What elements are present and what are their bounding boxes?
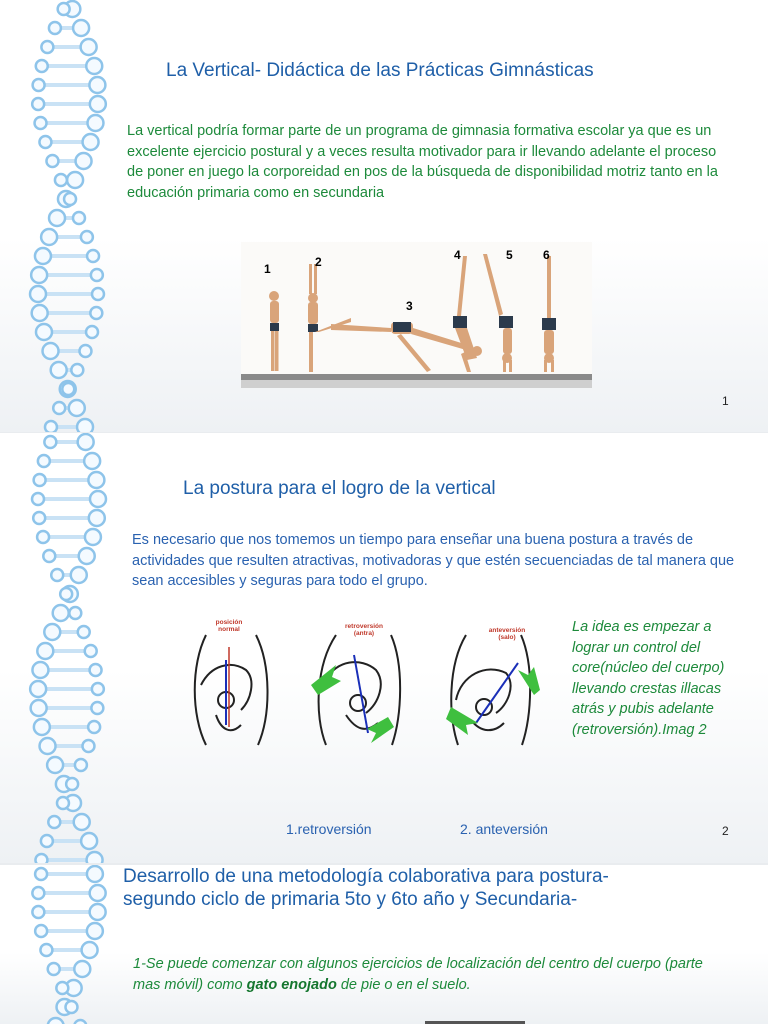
dna-bead <box>48 816 60 828</box>
dna-bead <box>71 364 83 376</box>
dna-bead <box>90 904 106 920</box>
pelvis-label-retroversion: retroversión (antra) <box>345 623 383 637</box>
dna-bead <box>79 548 95 564</box>
dna-bead <box>44 436 56 448</box>
dna-bead <box>40 738 56 754</box>
dna-bead <box>87 923 103 939</box>
dna-bead <box>47 757 63 773</box>
dna-bead <box>56 982 68 994</box>
caption-anteversion: 2. anteversión <box>460 821 548 837</box>
dna-bead <box>82 740 94 752</box>
dna-bead <box>36 60 48 72</box>
title-line-1: Desarrollo de una metodología colaborativa para postura- <box>123 866 609 887</box>
dna-bead <box>86 326 98 338</box>
dna-bead <box>39 136 51 148</box>
dna-bead <box>60 588 72 600</box>
dna-bead <box>35 868 47 880</box>
dna-bead <box>88 721 100 733</box>
dna-bead <box>38 455 50 467</box>
dna-bead <box>32 305 48 321</box>
dna-bead <box>89 77 105 93</box>
dna-bead <box>58 3 70 15</box>
dna-bead <box>31 700 47 716</box>
dna-bead <box>41 835 53 847</box>
dna-bead <box>40 944 52 956</box>
dna-bead <box>36 324 52 340</box>
dna-bead <box>37 643 53 659</box>
dna-bead <box>45 421 57 432</box>
dna-helix-decoration <box>28 865 128 1024</box>
slide-body-text: La vertical podría formar parte de un programa de gimnasia formativa escolar ya que es un excelente ejercicio postural y a veces resulta motivador para ir llevando adelante el proceso de poner en juego la corporeidad en pos de la búsqueda de disponibilidad motriz tanto en la educación primaria como en secundaria <box>127 123 718 201</box>
dna-bead <box>43 550 55 562</box>
pelvis-label-normal: posición normal <box>215 619 243 633</box>
dna-bead <box>85 529 101 545</box>
figure-label-6: 6 <box>543 248 550 262</box>
dna-bead <box>46 155 58 167</box>
dna-bead <box>48 963 60 975</box>
dna-bead <box>35 854 47 863</box>
body-text-end: de pie o en el suelo. <box>336 976 471 993</box>
dna-bead <box>55 174 67 186</box>
body-text-start: 1-Se puede comenzar con algunos ejercicios de localización del centro del cuerpo (parte mas móvil) como <box>133 956 703 993</box>
dna-bead <box>64 193 76 205</box>
dna-bead <box>41 229 57 245</box>
dna-bead <box>87 250 99 262</box>
dna-bead <box>53 402 65 414</box>
dna-bead <box>51 569 63 581</box>
dna-bead <box>35 248 51 264</box>
figure-label-4: 4 <box>454 248 461 262</box>
dna-bead <box>32 493 44 505</box>
dna-bead <box>44 624 60 640</box>
dna-bead <box>33 79 45 91</box>
dna-bead <box>90 491 106 507</box>
dna-bead <box>30 286 46 302</box>
pelvis-label-anteversion: anteversión (salo) <box>488 627 526 641</box>
dna-bead <box>32 98 44 110</box>
dna-bead <box>66 778 78 790</box>
vertical-sequence-image <box>241 242 592 388</box>
pelvis-posture-image <box>186 615 556 770</box>
page-number: 2 <box>722 824 729 838</box>
dna-bead <box>90 885 106 901</box>
dna-bead <box>76 153 92 169</box>
dna-bead <box>74 961 90 977</box>
dna-bead <box>88 472 104 488</box>
figure-label-3: 3 <box>406 299 413 313</box>
dna-bead <box>82 942 98 958</box>
dna-bead <box>30 681 46 697</box>
side-note-text: La idea es empezar a lograr un control del core(núcleo del cuerpo) llevando crestas illacas atrás y pubis adelante (retroversión).Imag 2 <box>572 619 725 738</box>
dna-bead <box>32 906 44 918</box>
dna-bead <box>57 797 69 809</box>
dna-bead <box>78 434 94 450</box>
dna-bead <box>65 1001 77 1013</box>
dna-bead <box>92 288 104 300</box>
dna-bead <box>31 267 47 283</box>
dna-bead <box>35 117 47 129</box>
dna-helix-decoration <box>28 0 128 432</box>
dna-bead <box>53 605 69 621</box>
dna-bead <box>90 307 102 319</box>
dna-bead <box>32 662 48 678</box>
dna-bead <box>81 833 97 849</box>
dna-bead <box>69 607 81 619</box>
dna-bead <box>43 343 59 359</box>
dna-bead <box>51 362 67 378</box>
dna-helix-decoration <box>28 433 128 863</box>
dna-bead <box>32 887 44 899</box>
figure-label-5: 5 <box>506 248 513 262</box>
dna-bead <box>75 759 87 771</box>
dna-bead <box>62 383 74 395</box>
dna-bead <box>91 702 103 714</box>
dna-bead <box>73 20 89 36</box>
dna-bead <box>69 400 85 416</box>
slide-1 <box>0 0 768 432</box>
dna-bead <box>73 212 85 224</box>
title-line-2: segundo ciclo de primaria 5to y 6to año y Secundaria- <box>123 889 578 910</box>
dna-bead <box>79 345 91 357</box>
dna-bead <box>89 510 105 526</box>
slide-3 <box>0 865 768 1024</box>
dna-bead <box>86 58 102 74</box>
body-text-bold: gato enojado <box>246 976 337 993</box>
dna-bead <box>81 231 93 243</box>
dna-bead <box>77 419 93 432</box>
dna-bead <box>84 453 100 469</box>
dna-bead <box>91 269 103 281</box>
slide-body-text <box>133 954 733 995</box>
dna-bead <box>35 925 47 937</box>
dna-bead <box>81 39 97 55</box>
dna-bead <box>74 814 90 830</box>
slide-body-text: Es necesario que nos tomemos un tiempo para enseñar una buena postura a través de actividades que resulten atractivas, motivadoras y que estén secuenciadas de tal manera que sean accesibles y seguras para todo el grupo. <box>132 532 735 589</box>
dna-bead <box>83 134 99 150</box>
dna-bead <box>92 683 104 695</box>
dna-bead <box>90 664 102 676</box>
slide-title: La postura para el logro de la vertical <box>183 478 496 499</box>
dna-bead <box>49 22 61 34</box>
dna-bead <box>87 866 103 882</box>
slide-title <box>123 865 743 911</box>
slide-title: La Vertical- Didáctica de las Prácticas Gimnásticas <box>166 60 594 81</box>
dna-bead <box>34 719 50 735</box>
dna-bead <box>48 1018 64 1024</box>
dna-bead <box>87 115 103 131</box>
dna-bead <box>87 852 103 863</box>
dna-bead <box>78 626 90 638</box>
dna-bead <box>71 567 87 583</box>
dna-bead <box>37 531 49 543</box>
dna-bead <box>85 645 97 657</box>
caption-retroversion: 1.retroversión <box>286 821 372 837</box>
dna-bead <box>67 172 83 188</box>
dna-bead <box>49 210 65 226</box>
dna-bead <box>74 1020 86 1024</box>
slide-2 <box>0 433 768 863</box>
figure-label-2: 2 <box>315 255 322 269</box>
dna-bead <box>90 96 106 112</box>
figure-label-1: 1 <box>264 262 271 276</box>
dna-bead <box>41 41 53 53</box>
dna-bead <box>34 474 46 486</box>
page-number: 1 <box>722 394 729 408</box>
dna-bead <box>33 512 45 524</box>
